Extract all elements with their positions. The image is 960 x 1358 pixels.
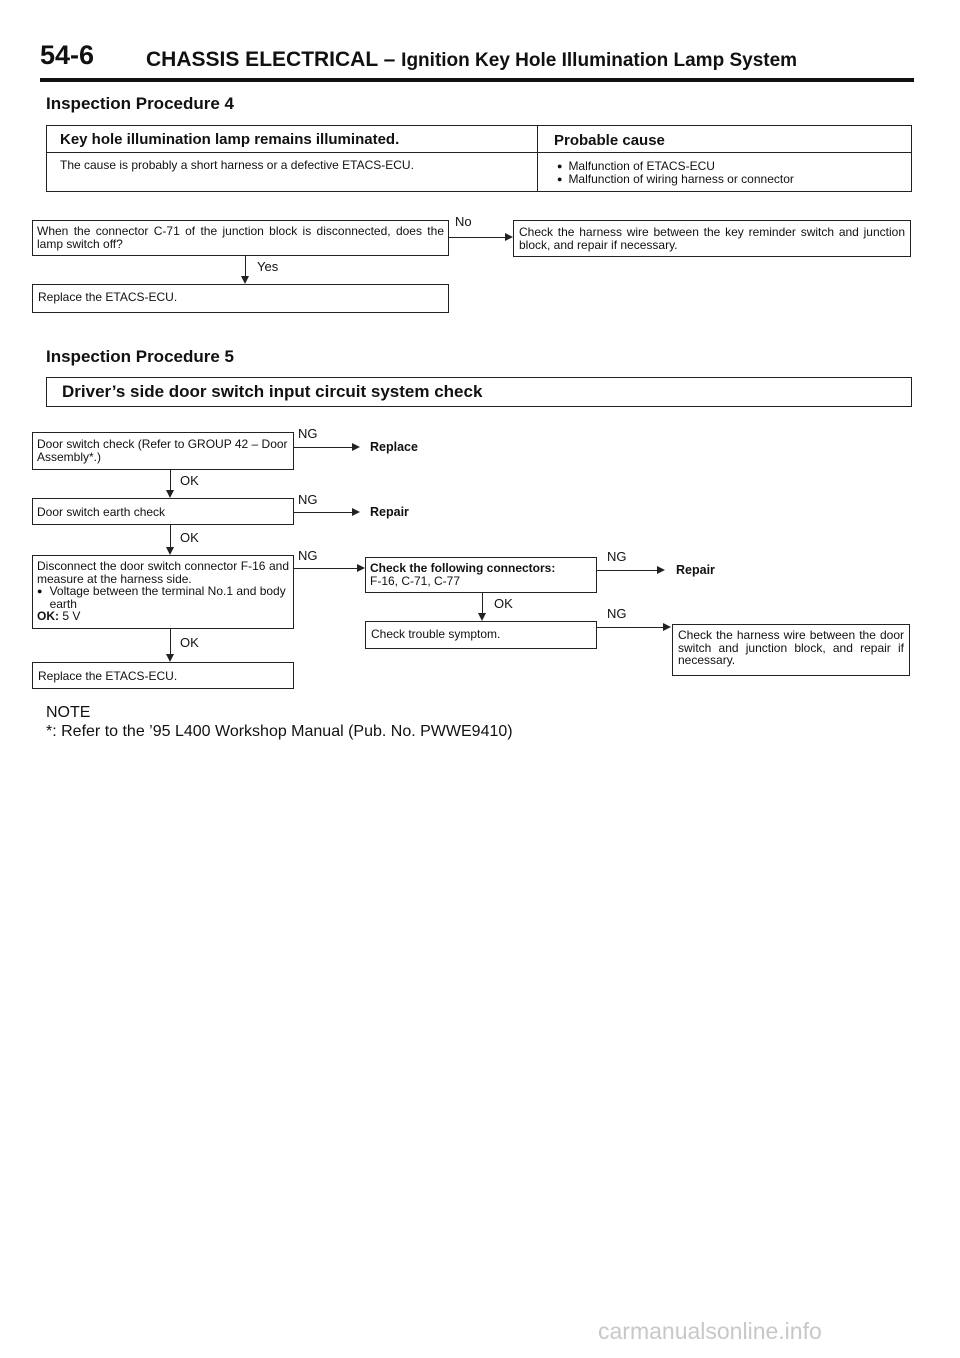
step-disconnect-connector	[32, 555, 294, 629]
system-title: Ignition Key Hole Illumination Lamp System	[401, 50, 798, 71]
cause-item: ● Malfunction of ETACS-ECU	[557, 160, 715, 174]
ng-branch-line	[294, 447, 352, 448]
proc4-yes-action-box: Replace the ETACS-ECU.	[32, 284, 449, 313]
header-rule	[40, 78, 914, 82]
step-door-switch-earth: Door switch earth check	[32, 498, 294, 525]
ok-spec-key: OK:	[37, 609, 59, 623]
ng-branch-line	[294, 568, 357, 569]
probable-cause-header: Probable cause	[554, 132, 665, 149]
proc4-question-box: When the connector C-71 of the junction block is disconnected, does the lamp switch off?	[32, 220, 449, 256]
table-divider	[47, 152, 911, 153]
action-repair: Repair	[676, 563, 715, 577]
arrow-right-icon	[352, 443, 360, 451]
no-label: No	[455, 214, 472, 229]
ng-label: NG	[298, 492, 318, 507]
connector-check-title: Check the following connectors:	[370, 561, 556, 575]
voltage-measure-text: Voltage between the terminal No.1 and body earth	[49, 584, 286, 611]
proc4-symptom: Key hole illumination lamp remains illuminated.	[60, 131, 400, 148]
arrow-right-icon	[505, 233, 513, 241]
title-separator: –	[377, 48, 402, 71]
arrow-right-icon	[663, 623, 671, 631]
table-divider	[537, 126, 538, 191]
yes-label: Yes	[257, 259, 279, 274]
step-check-harness-door: Check the harness wire between the door switch and junction block, and repair if necessary.	[672, 624, 910, 676]
ok-branch-line	[170, 525, 171, 547]
ok-label: OK	[180, 635, 199, 650]
ok-label: OK	[180, 530, 199, 545]
arrow-down-icon	[241, 276, 249, 284]
ok-spec	[37, 610, 289, 623]
step-check-connectors	[365, 557, 597, 593]
page-title	[146, 48, 797, 72]
proc4-no-action-box: Check the harness wire between the key reminder switch and junction block, and repair if necessary.	[513, 220, 911, 257]
watermark-text: carmanualsonline.info	[598, 1318, 822, 1344]
arrow-right-icon	[357, 564, 365, 572]
ng-branch-line	[294, 512, 352, 513]
ng-label: NG	[607, 549, 627, 564]
step-check-trouble-symptom: Check trouble symptom.	[365, 621, 597, 649]
proc5-title: Inspection Procedure 5	[46, 347, 234, 366]
bullet-icon: ●	[37, 586, 43, 596]
proc5-symptom: Driver’s side door switch input circuit system check	[62, 382, 483, 401]
ok-branch-line	[482, 593, 483, 613]
ok-spec-value: 5 V	[62, 609, 81, 623]
ok-branch-line	[170, 470, 171, 490]
arrow-down-icon	[166, 490, 174, 498]
connector-list: F-16, C-71, C-77	[370, 573, 461, 588]
chapter-title: CHASSIS ELECTRICAL	[146, 48, 378, 71]
proc4-title: Inspection Procedure 4	[46, 94, 234, 113]
ok-label: OK	[494, 596, 513, 611]
ng-label: NG	[298, 548, 318, 563]
ok-branch-line	[170, 629, 171, 654]
arrow-right-icon	[352, 508, 360, 516]
proc5-symptom-box	[46, 377, 912, 407]
step-door-switch-check: Door switch check (Refer to GROUP 42 – Door Assembly*.)	[32, 432, 294, 470]
ng-label: NG	[607, 606, 627, 621]
yes-branch-line	[245, 256, 246, 276]
no-branch-line	[449, 237, 505, 238]
step-instruction: Disconnect the door switch connector F-16 and measure at the harness side.	[37, 559, 289, 586]
note-text: *: Refer to the ’95 L400 Workshop Manual (Pub. No. PWWE9410)	[46, 723, 513, 740]
step-replace-etacs: Replace the ETACS-ECU.	[32, 662, 294, 689]
proc4-description: The cause is probably a short harness or a defective ETACS-ECU.	[60, 158, 414, 172]
arrow-right-icon	[657, 566, 665, 574]
page-number: 54-6	[40, 40, 95, 70]
action-replace: Replace	[370, 440, 418, 454]
arrow-down-icon	[166, 654, 174, 662]
ng-branch-line	[597, 570, 657, 571]
voltage-bullet	[37, 585, 289, 610]
ng-branch-line	[597, 627, 663, 628]
cause-item: ● Malfunction of wiring harness or connector	[557, 173, 794, 187]
action-repair: Repair	[370, 505, 409, 519]
ng-label: NG	[298, 426, 318, 441]
arrow-down-icon	[478, 613, 486, 621]
note-label: NOTE	[46, 704, 91, 721]
ok-label: OK	[180, 473, 199, 488]
proc4-summary-table	[46, 125, 912, 192]
arrow-down-icon	[166, 547, 174, 555]
